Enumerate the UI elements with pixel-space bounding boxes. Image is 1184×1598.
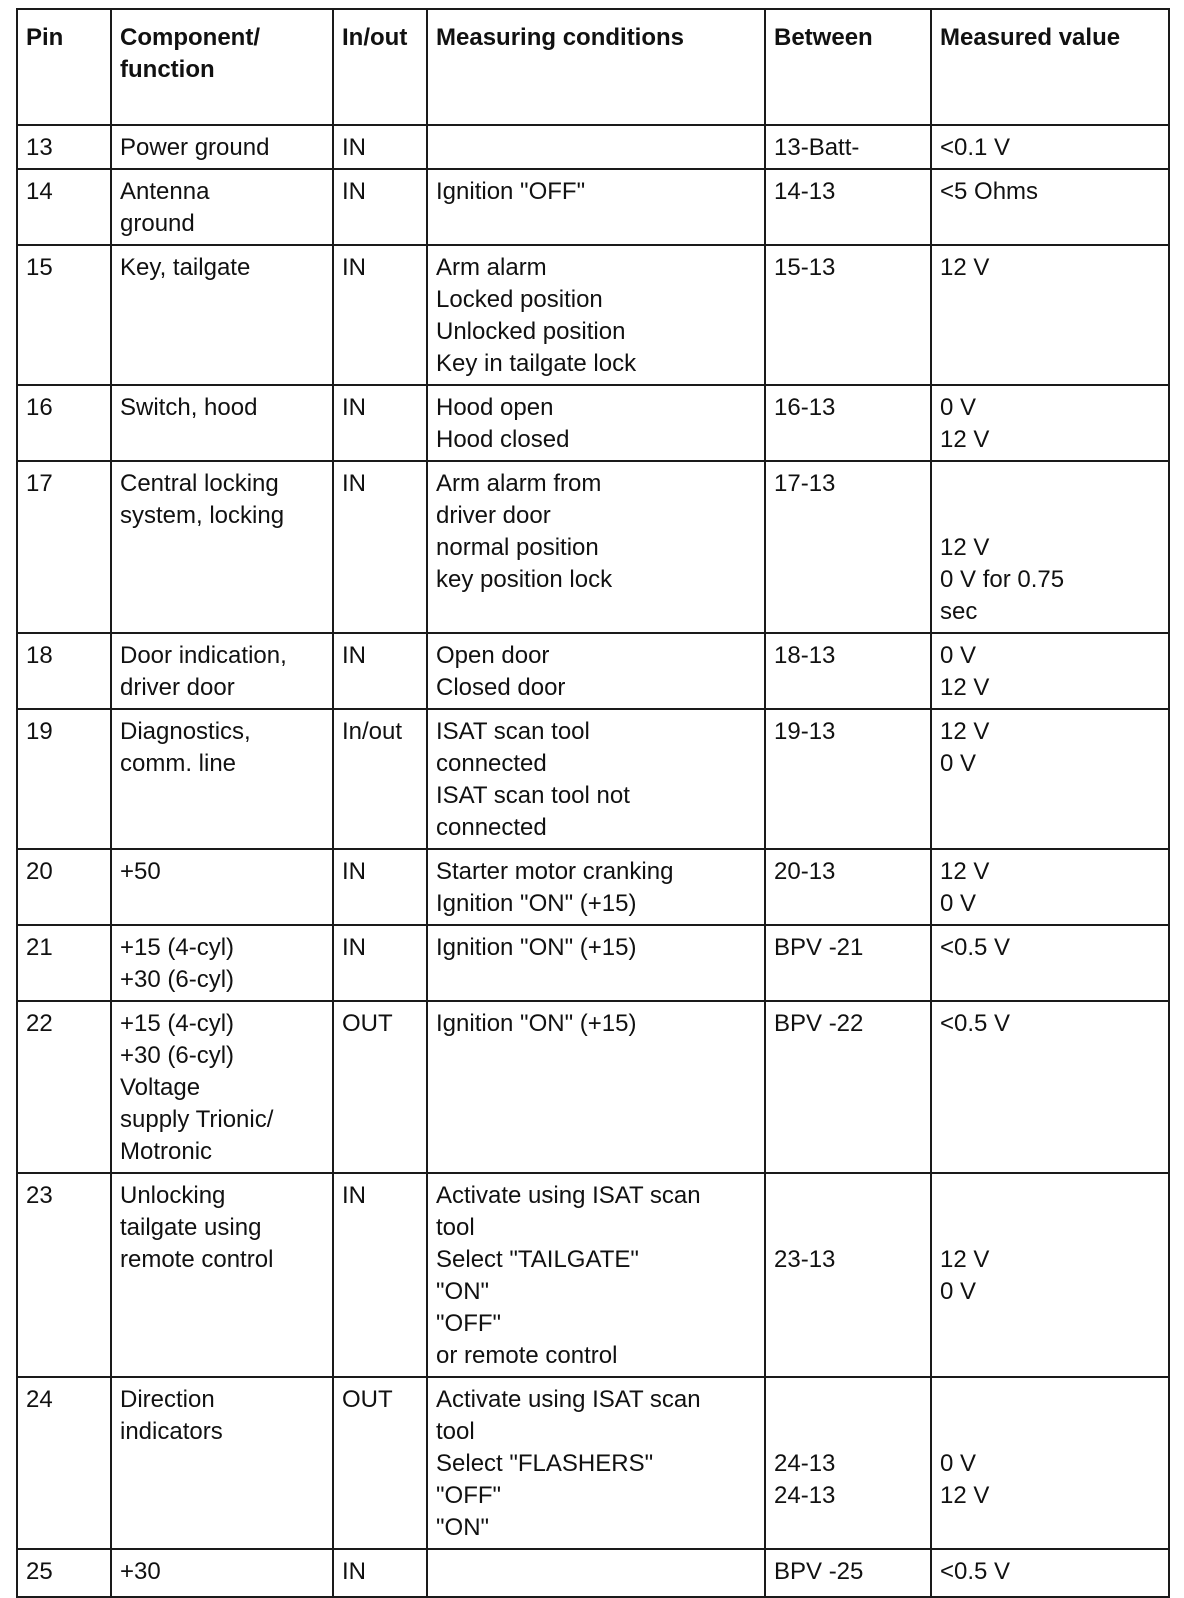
inout-cell: IN — [333, 925, 427, 1001]
component-cell — [111, 461, 333, 633]
inout-cell: IN — [333, 1173, 427, 1377]
conditions-cell-line: Select "FLASHERS" — [436, 1450, 654, 1477]
inout-cell: In/out — [333, 709, 427, 849]
inout-cell: IN — [333, 245, 427, 385]
conditions-cell-line: key position lock — [436, 566, 613, 593]
table-row — [17, 633, 1169, 709]
between-cell — [765, 709, 931, 849]
component-cell — [111, 849, 333, 925]
between-cell — [765, 633, 931, 709]
between-cell — [765, 1001, 931, 1173]
value-cell-line: 0 V — [940, 1450, 977, 1477]
conditions-cell-line: normal position — [436, 534, 599, 561]
value-cell-line: <0.1 V — [940, 134, 1011, 161]
inout-cell: IN — [333, 633, 427, 709]
component-cell-line: Unlocking — [120, 1182, 226, 1209]
value-cell-line: 12 V — [940, 718, 990, 745]
value-cell — [931, 169, 1169, 245]
header-pin: Pin — [17, 9, 111, 125]
table-row — [17, 1001, 1169, 1173]
value-cell-line: <0.5 V — [940, 934, 1011, 961]
component-cell — [111, 1377, 333, 1549]
component-cell-line: Diagnostics, — [120, 718, 251, 745]
value-cell-line: 12 V — [940, 674, 990, 701]
between-cell — [765, 245, 931, 385]
conditions-cell-line: driver door — [436, 502, 551, 529]
between-cell — [765, 169, 931, 245]
between-cell-line: 19-13 — [774, 718, 836, 745]
between-cell-line: BPV -22 — [774, 1010, 864, 1037]
conditions-cell — [427, 1173, 765, 1377]
conditions-cell — [427, 1377, 765, 1549]
value-cell — [931, 245, 1169, 385]
value-cell-line: <0.5 V — [940, 1558, 1011, 1585]
component-cell-line: +15 (4-cyl) — [120, 1010, 235, 1037]
pin-cell: 15 — [17, 245, 111, 385]
value-cell — [931, 1377, 1169, 1549]
component-cell-line: remote control — [120, 1246, 274, 1273]
conditions-cell-line: Ignition "ON" (+15) — [436, 890, 637, 917]
component-cell — [111, 385, 333, 461]
header-value: Measured value — [931, 9, 1169, 125]
inout-cell: IN — [333, 385, 427, 461]
value-cell-line: 0 V — [940, 394, 977, 421]
conditions-cell — [427, 709, 765, 849]
component-cell-line: Central locking — [120, 470, 279, 497]
component-cell — [111, 1001, 333, 1173]
conditions-cell-line: Closed door — [436, 674, 566, 701]
conditions-cell-line: Locked position — [436, 286, 603, 313]
pin-cell: 17 — [17, 461, 111, 633]
inout-cell: IN — [333, 849, 427, 925]
value-cell-line: 0 V — [940, 890, 977, 917]
conditions-cell-line: "OFF" — [436, 1310, 502, 1337]
conditions-cell-line: Select "TAILGATE" — [436, 1246, 639, 1273]
pin-cell: 21 — [17, 925, 111, 1001]
table-body — [17, 125, 1169, 1597]
component-cell-line: +15 (4-cyl) — [120, 934, 235, 961]
pin-cell: 22 — [17, 1001, 111, 1173]
component-cell-line: Key, tailgate — [120, 254, 251, 281]
component-cell — [111, 1173, 333, 1377]
conditions-cell-line: Arm alarm from — [436, 470, 602, 497]
value-cell-line: 0 V — [940, 750, 977, 777]
pin-measurement-table — [16, 8, 1170, 1598]
header-between: Between — [765, 9, 931, 125]
conditions-cell-line: Open door — [436, 642, 550, 669]
between-cell-line: 24-13 — [774, 1450, 836, 1477]
inout-cell: IN — [333, 125, 427, 169]
value-cell-line — [940, 500, 1160, 532]
component-cell — [111, 633, 333, 709]
value-cell-line — [940, 1384, 1160, 1416]
table-row — [17, 925, 1169, 1001]
component-cell-line: +30 — [120, 1558, 161, 1585]
between-cell-line: BPV -25 — [774, 1558, 864, 1585]
header-inout: In/out — [333, 9, 427, 125]
value-cell — [931, 633, 1169, 709]
conditions-cell — [427, 849, 765, 925]
component-cell-line: +50 — [120, 858, 161, 885]
pin-cell: 25 — [17, 1549, 111, 1597]
conditions-cell-line: "ON" — [436, 1514, 490, 1541]
value-cell-line: <5 Ohms — [940, 178, 1039, 205]
component-cell — [111, 709, 333, 849]
table-row — [17, 1377, 1169, 1549]
pin-cell: 24 — [17, 1377, 111, 1549]
conditions-cell-line: tool — [436, 1214, 475, 1241]
component-cell — [111, 245, 333, 385]
value-cell — [931, 385, 1169, 461]
component-cell-line: Switch, hood — [120, 394, 258, 421]
table-row — [17, 245, 1169, 385]
component-cell-line: Power ground — [120, 134, 270, 161]
conditions-cell-line: Ignition "ON" (+15) — [436, 1010, 637, 1037]
between-cell — [765, 1549, 931, 1597]
between-cell-line: 23-13 — [774, 1246, 836, 1273]
value-cell-line: 0 V — [940, 1278, 977, 1305]
pin-cell: 23 — [17, 1173, 111, 1377]
conditions-cell-line: Ignition "ON" (+15) — [436, 934, 637, 961]
component-cell-line: ground — [120, 210, 195, 237]
conditions-cell-line: ISAT scan tool — [436, 718, 590, 745]
between-cell-line — [774, 1416, 922, 1448]
conditions-cell-line: Ignition "OFF" — [436, 178, 586, 205]
pin-cell: 13 — [17, 125, 111, 169]
component-cell-line: Door indication, — [120, 642, 287, 669]
value-cell — [931, 1173, 1169, 1377]
table-row — [17, 1549, 1169, 1597]
conditions-cell-line: connected — [436, 750, 547, 777]
value-cell-line: 0 V — [940, 642, 977, 669]
value-cell-line: 12 V — [940, 1482, 990, 1509]
between-cell-line — [774, 1180, 922, 1212]
component-cell-line: indicators — [120, 1418, 223, 1445]
conditions-cell — [427, 1549, 765, 1597]
value-cell-line: 12 V — [940, 1246, 990, 1273]
between-cell-line: 14-13 — [774, 178, 836, 205]
conditions-cell — [427, 633, 765, 709]
inout-cell: OUT — [333, 1001, 427, 1173]
between-cell — [765, 1377, 931, 1549]
table-row — [17, 849, 1169, 925]
value-cell — [931, 925, 1169, 1001]
table-row — [17, 709, 1169, 849]
between-cell — [765, 385, 931, 461]
conditions-cell-line: Key in tailgate lock — [436, 350, 637, 377]
value-cell-line: 0 V for 0.75 — [940, 566, 1065, 593]
conditions-cell-line: Activate using ISAT scan — [436, 1182, 701, 1209]
value-cell-line — [940, 468, 1160, 500]
table-row — [17, 1173, 1169, 1377]
component-cell-line: Antenna — [120, 178, 210, 205]
value-cell — [931, 709, 1169, 849]
value-cell-line: 12 V — [940, 858, 990, 885]
pin-measurement-document — [16, 8, 1168, 1598]
component-cell-line: tailgate using — [120, 1214, 262, 1241]
conditions-cell-line: Arm alarm — [436, 254, 547, 281]
conditions-cell-line: Starter motor cranking — [436, 858, 674, 885]
conditions-cell-line: "OFF" — [436, 1482, 502, 1509]
conditions-cell — [427, 461, 765, 633]
between-cell-line: 20-13 — [774, 858, 836, 885]
component-cell-line: +30 (6-cyl) — [120, 1042, 235, 1069]
value-cell-line: 12 V — [940, 426, 990, 453]
value-cell-line — [940, 1212, 1160, 1244]
component-cell — [111, 125, 333, 169]
conditions-cell-line: Unlocked position — [436, 318, 626, 345]
inout-cell: IN — [333, 461, 427, 633]
conditions-cell-line: tool — [436, 1418, 475, 1445]
conditions-cell-line: ISAT scan tool not — [436, 782, 630, 809]
between-cell — [765, 125, 931, 169]
table-row — [17, 385, 1169, 461]
between-cell-line: 15-13 — [774, 254, 836, 281]
value-cell — [931, 461, 1169, 633]
conditions-cell — [427, 1001, 765, 1173]
conditions-cell — [427, 925, 765, 1001]
conditions-cell-line: or remote control — [436, 1342, 618, 1369]
conditions-cell-line: connected — [436, 814, 547, 841]
between-cell-line — [774, 1384, 922, 1416]
value-cell — [931, 125, 1169, 169]
between-cell — [765, 849, 931, 925]
pin-cell: 19 — [17, 709, 111, 849]
conditions-cell — [427, 125, 765, 169]
pin-cell: 20 — [17, 849, 111, 925]
conditions-cell — [427, 245, 765, 385]
table-row — [17, 125, 1169, 169]
pin-cell: 14 — [17, 169, 111, 245]
component-cell-line: comm. line — [120, 750, 237, 777]
value-cell-line: 12 V — [940, 254, 990, 281]
between-cell — [765, 925, 931, 1001]
table-header-row — [17, 9, 1169, 125]
inout-cell: IN — [333, 1549, 427, 1597]
component-cell-line: driver door — [120, 674, 235, 701]
between-cell — [765, 1173, 931, 1377]
value-cell — [931, 849, 1169, 925]
value-cell-line: sec — [940, 598, 978, 625]
between-cell-line: 13-Batt- — [774, 134, 860, 161]
component-cell-line: Motronic — [120, 1138, 213, 1165]
component-cell-line: Direction — [120, 1386, 215, 1413]
between-cell-line: 17-13 — [774, 470, 836, 497]
inout-cell: IN — [333, 169, 427, 245]
component-cell-line: supply Trionic/ — [120, 1106, 274, 1133]
component-cell-line: Voltage — [120, 1074, 201, 1101]
between-cell-line — [774, 1212, 922, 1244]
component-cell — [111, 1549, 333, 1597]
header-conditions: Measuring conditions — [427, 9, 765, 125]
value-cell-line: <0.5 V — [940, 1010, 1011, 1037]
between-cell — [765, 461, 931, 633]
conditions-cell — [427, 169, 765, 245]
value-cell — [931, 1549, 1169, 1597]
between-cell-line: 18-13 — [774, 642, 836, 669]
between-cell-line: 16-13 — [774, 394, 836, 421]
inout-cell: OUT — [333, 1377, 427, 1549]
component-cell — [111, 169, 333, 245]
pin-cell: 16 — [17, 385, 111, 461]
component-cell-line: system, locking — [120, 502, 285, 529]
conditions-cell-line: Activate using ISAT scan — [436, 1386, 701, 1413]
conditions-cell-line: "ON" — [436, 1278, 490, 1305]
between-cell-line: 24-13 — [774, 1482, 836, 1509]
pin-cell: 18 — [17, 633, 111, 709]
table-row — [17, 169, 1169, 245]
header-component: Component/ function — [111, 9, 333, 125]
value-cell-line — [940, 1180, 1160, 1212]
conditions-cell-line: Hood closed — [436, 426, 570, 453]
value-cell-line: 12 V — [940, 534, 990, 561]
value-cell-line — [940, 1416, 1160, 1448]
conditions-cell-line: Hood open — [436, 394, 554, 421]
table-row — [17, 461, 1169, 633]
component-cell — [111, 925, 333, 1001]
conditions-cell — [427, 385, 765, 461]
between-cell-line: BPV -21 — [774, 934, 864, 961]
value-cell — [931, 1001, 1169, 1173]
component-cell-line: +30 (6-cyl) — [120, 966, 235, 993]
